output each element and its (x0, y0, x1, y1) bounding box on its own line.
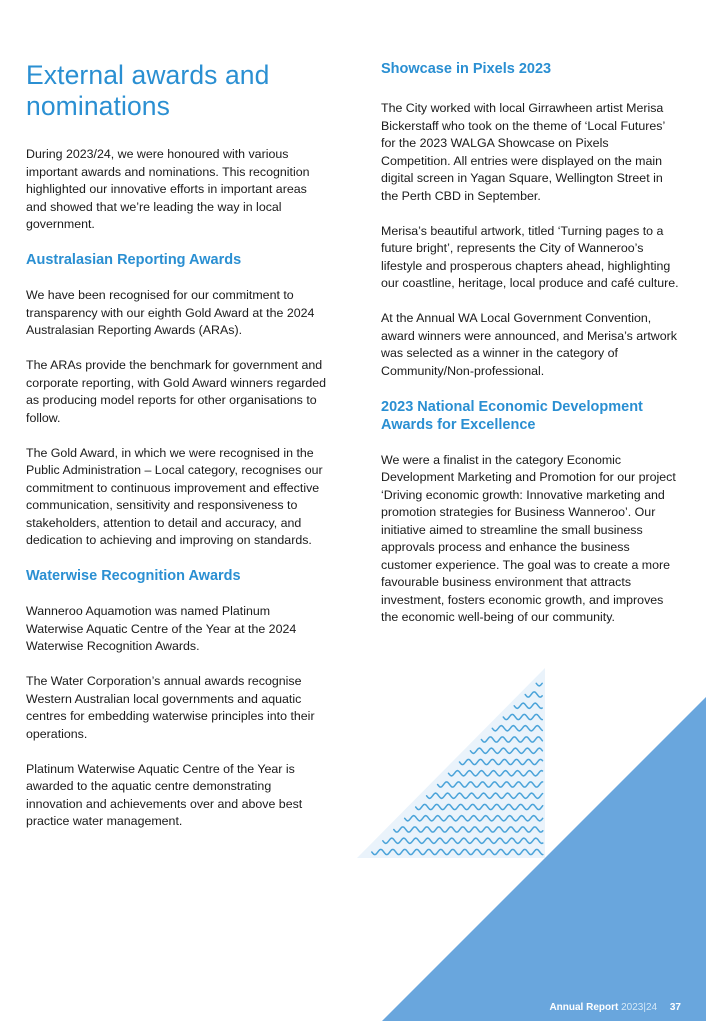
waterwise-paragraph-1: Wanneroo Aquamotion was named Platinum Waterwise Aquatic Centre of the Year at the 2024 Waterwise Recognition Awards. (26, 604, 297, 653)
economic-heading: 2023 National Economic Development Awards for Excellence (381, 398, 643, 433)
waterwise-paragraph-3: Platinum Waterwise Aquatic Centre of the Year is awarded to the aquatic centre demonstrating innovation and achievements over and above best practice water management. (26, 761, 303, 828)
left-column (26, 60, 330, 848)
page-footer (549, 1002, 681, 1013)
footer-year: 2023|24 (621, 1002, 658, 1013)
page-number: 37 (669, 1002, 681, 1013)
showcase-paragraph-1: The City worked with local Girrawheen artist Merisa Bickerstaff who took on the theme of ‘Local Futures’ for the 2023 WALGA Showcase on Pixels Competition. All entries were displayed on the main digital screen in Yagan Square, Wellington Street in the Perth CBD in September. (381, 101, 665, 203)
ara-paragraph-2: The ARAs provide the benchmark for government and corporate reporting, with Gold Award winners regarded as producing model reports for other organisations to follow. (26, 358, 327, 425)
ara-paragraph-1: We have been recognised for our commitment to transparency with our eighth Gold Award at the 2024 Australasian Reporting Awards (ARAs). (26, 288, 315, 337)
footer-label: Annual Report (549, 1002, 619, 1013)
showcase-paragraph-2: Merisa’s beautiful artwork, titled ‘Turning pages to a future bright’, represents the City of Wanneroo’s lifestyle and prosperous chapters ahead, highlighting our coastline, heritage, local produce and café culture. (381, 223, 679, 290)
economic-paragraph-1: We were a finalist in the category Economic Development Marketing and Promotion for our project ‘Driving economic growth: Innovative marketing and promotion strategies for Business Wanneroo’. Our initiative aimed to streamline the small business approvals process and enhance the business customer experience. The goal was to create a more favourable business environment that attracts investment, fosters economic growth, and improves the economic well-being of our community. (381, 452, 676, 624)
intro-paragraph: During 2023/24, we were honoured with various important awards and nominations. This recognition highlighted our innovative efforts in important areas and showed that we’re leading the way in local government. (26, 147, 310, 231)
waterwise-heading: Waterwise Recognition Awards (26, 568, 241, 584)
page-title: External awards and nominations (26, 60, 270, 121)
waterwise-paragraph-2: The Water Corporation’s annual awards recognise Western Australian local governments and aquatic centres for embedding waterwise principles into their operations. (26, 674, 315, 741)
ara-paragraph-3: The Gold Award, in which we were recognised in the Public Administration – Local category, recognises our commitment to continuous improvement and effective communication, sensitivity and responsiveness to stakeholders, attention to detail and accuracy, and dedication to achieving and improving on standards. (26, 445, 323, 547)
right-column (381, 60, 681, 644)
wave-triangle-background (357, 668, 545, 858)
showcase-paragraph-3: At the Annual WA Local Government Convention, award winners were announced, and Merisa’s artwork was selected as a winner in the category of Community/Non-professional. (381, 311, 677, 378)
ara-heading: Australasian Reporting Awards (26, 252, 242, 268)
showcase-heading: Showcase in Pixels 2023 (381, 61, 552, 77)
